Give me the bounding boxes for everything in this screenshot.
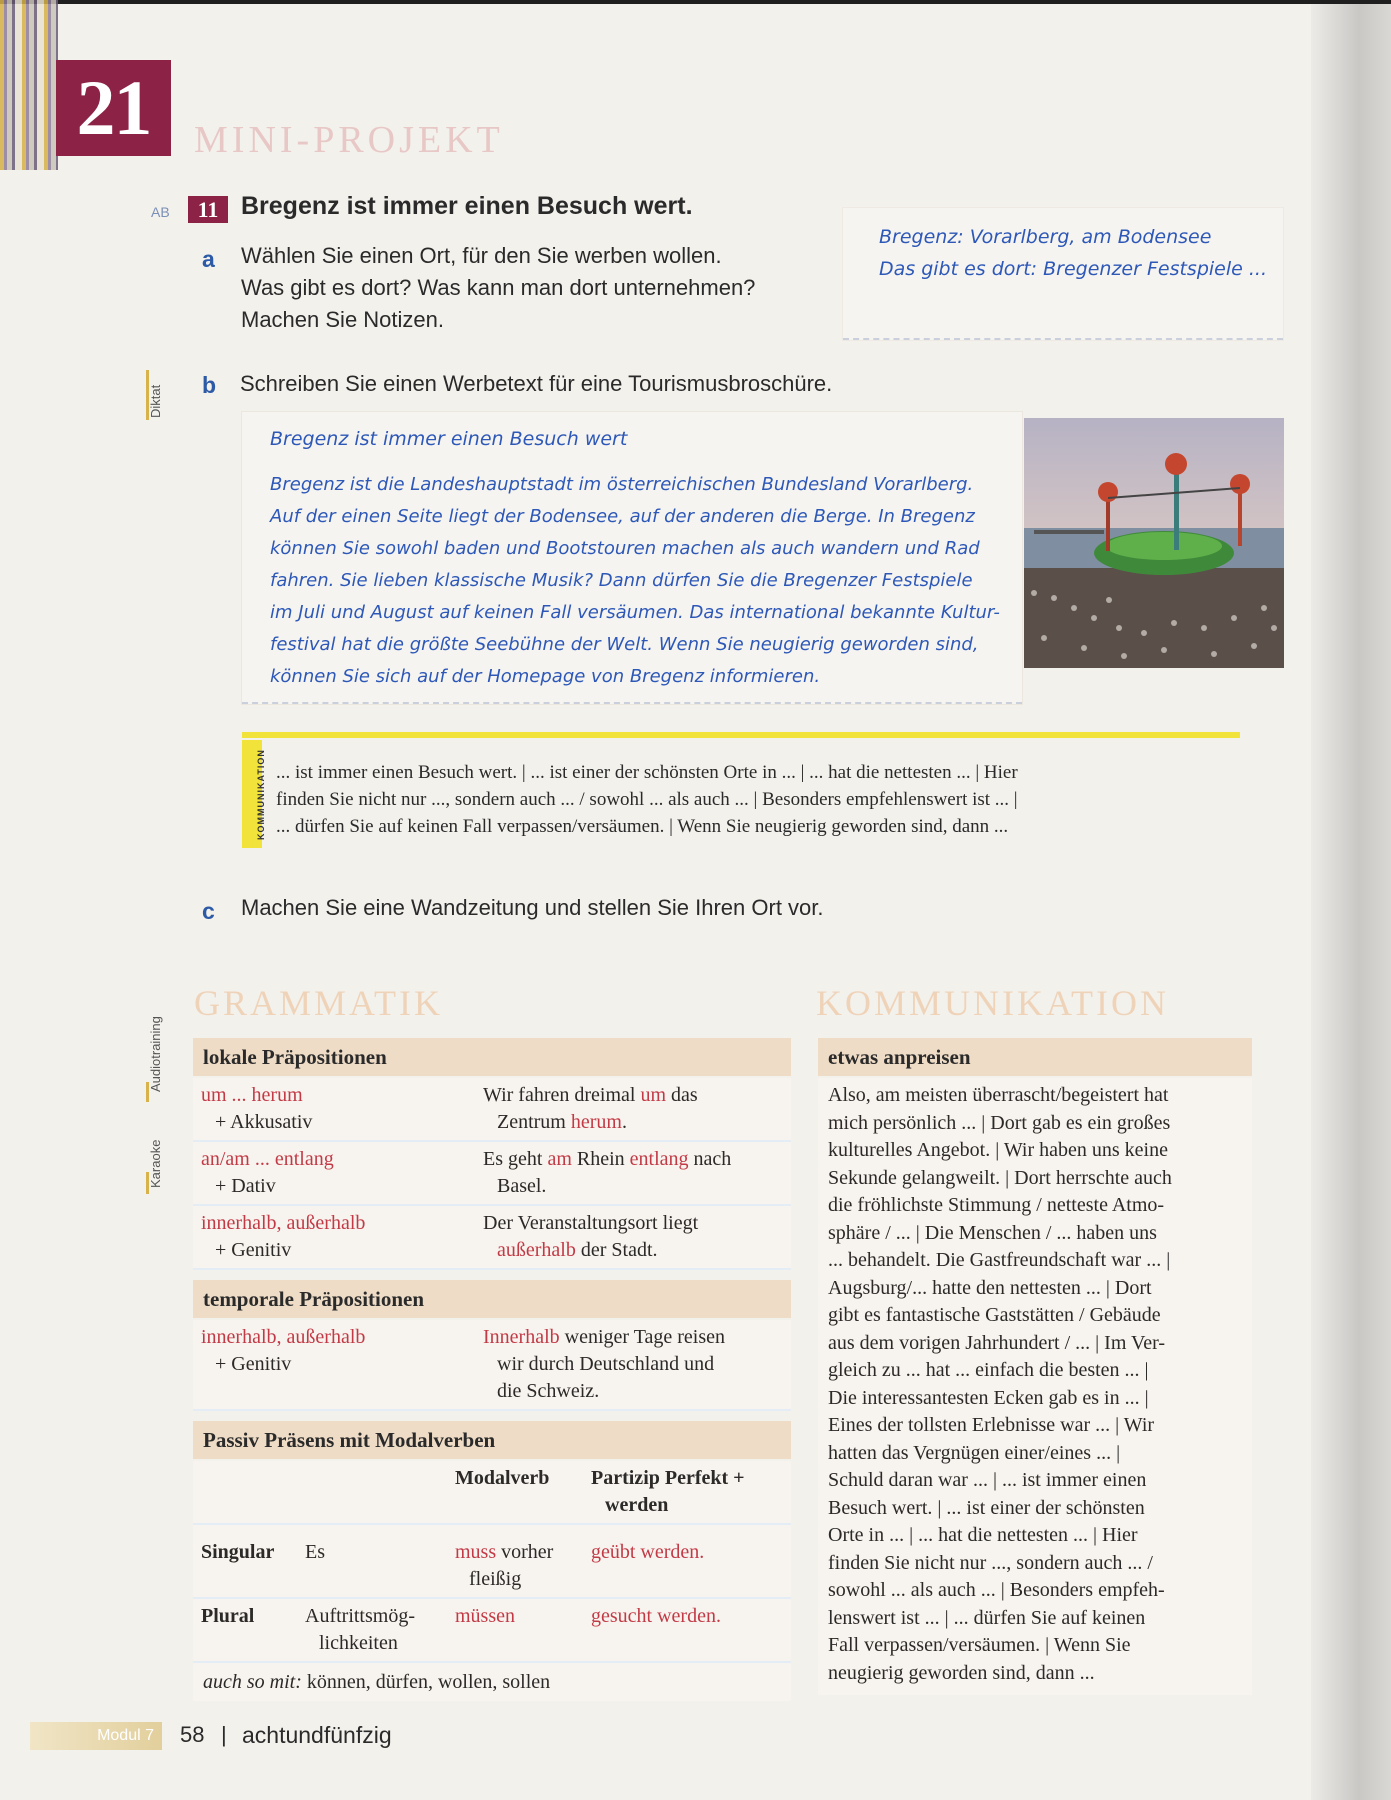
example-text: der Stadt. [575,1239,658,1261]
binding-strip [0,0,58,170]
diktat-tag: Diktat [148,384,163,418]
phrase-line: sphäre / ... | Die Menschen / ... haben uns [828,1221,1157,1244]
phrase-line: ... dürfen Sie auf keinen Fall verpassen/versäumen. | Wenn Sie neugierig geworden sind, dann ... [276,816,1009,837]
phrase-line: Schuld daran war ... | ... ist immer einen [828,1469,1147,1491]
phrase-line: finden Sie nicht nur ..., sondern auch ... / [828,1551,1153,1574]
partizip-cell: gesucht werden. [583,1599,791,1663]
section-title: MINI-PROJEKT [194,119,504,161]
phrase-line: Eines der tollsten Erlebnisse war ... | Wir [828,1414,1155,1436]
phrase-line: sowohl ... als auch ... | Besonders empfeh- [828,1579,1165,1601]
case: + Akkusativ [215,1111,313,1133]
phrase-line: kulturelles Angebot. | Wir haben uns keine [828,1139,1168,1161]
example-text: wir durch Deutschland und [497,1353,715,1375]
phrase-line: lenswert ist ... | ... dürfen Sie auf keinen [828,1606,1146,1629]
phrase-line: Augsburg/... hatte den nettesten ... | Dort [828,1276,1152,1299]
modal-cell: müssen [447,1599,583,1663]
example-text: das [666,1084,698,1106]
task-a-line: Was gibt es dort? Was kann man dort unternehmen? [241,275,756,300]
phrase-line: ... behandelt. Die Gastfreundschaft war ... | [828,1249,1171,1271]
subject-line: lichkeiten [319,1632,398,1654]
phrase-line: gleich zu ... hat ... einfach die besten ... | [828,1359,1149,1381]
handwritten-line: Bregenz ist die Landeshauptstadt im österreichischen Bundesland Vorarlberg. [270,474,974,495]
row-label-singular: Singular [193,1525,297,1599]
example-text: Zentrum [497,1111,571,1133]
kommunikation-phrase-box [242,732,1242,850]
note-line: Das gibt es dort: Bregenzer Festspiele ... [879,258,1267,280]
task-a-text [241,240,755,336]
case: + Genitiv [215,1353,292,1375]
table-row [193,1206,791,1270]
phrase-line: mich persönlich ... | Dort gab es ein großes [828,1111,1171,1134]
example-text: Es geht [483,1148,548,1170]
partizip-cell: geübt werden. [583,1525,791,1599]
phrase-line: gibt es fantastische Gaststätten / Gebäude [828,1304,1161,1326]
phrase-line: Orte in ... | ... hat die nettesten ... | Hier [828,1524,1138,1546]
example-highlight: am [547,1148,572,1170]
modul-tab: Modul 7 [30,1722,162,1750]
example-highlight: entlang [629,1148,689,1170]
table-row [193,1320,791,1411]
empty-cell [193,1461,297,1525]
kommunikation-heading: KOMMUNIKATION [816,983,1169,1023]
passiv-table [193,1461,791,1663]
example-text: vorher [496,1541,554,1563]
col-partizip-line: Partizip Perfekt + [591,1467,745,1489]
example-text: nach [688,1148,732,1170]
ab-reference: AB [151,204,170,220]
also-label: auch so mit: [203,1671,302,1693]
handwritten-line: fahren. Sie lieben klassische Musik? Dann dürfen Sie die Bregenzer Festspiele [270,570,973,591]
handwritten-text-card [242,412,1022,704]
case: + Genitiv [215,1239,292,1261]
example-highlight: muss [455,1541,497,1563]
grammatik-heading: GRAMMATIK [194,983,444,1023]
task-c-text: Machen Sie eine Wandzeitung und stellen Sie Ihren Ort vor. [241,895,824,920]
preposition: innerhalb, außerhalb [201,1326,366,1348]
example-text: Rhein [571,1148,630,1170]
page-number-word: achtundfünfzig [242,1722,392,1748]
page-number: 58 [180,1722,205,1747]
phrase-line: Also, am meisten überrascht/begeistert hat [828,1084,1169,1106]
exercise-number: 11 [188,196,228,223]
preposition: an/am ... entlang [201,1148,334,1170]
page-separator: | [221,1722,227,1747]
col-partizip [583,1461,791,1525]
also-with-note [193,1663,791,1701]
karaoke-tag: Karaoke [148,1139,163,1188]
preposition: um ... herum [201,1084,303,1106]
case: + Dativ [215,1175,276,1197]
phrase-line: finden Sie nicht nur ..., sondern auch ... / sowohl ... als auch ... | Besonders empfehlenswert ist ... | [276,789,1018,810]
example-text: Wir fahren dreimal [483,1084,641,1106]
table-row [193,1078,791,1142]
example-text: Basel. [497,1175,547,1197]
phrase-line: Die interessantesten Ecken gab es in ... | [828,1386,1149,1409]
note-line: Bregenz: Vorarlberg, am Bodensee [879,226,1212,248]
handwritten-line: können Sie sich auf der Homepage von Bregenz informieren. [270,666,821,687]
empty-cell [297,1461,447,1525]
lokal-heading: lokale Präpositionen [193,1038,791,1076]
passiv-heading: Passiv Präsens mit Modalverben [193,1421,791,1459]
handwritten-line: Auf der einen Seite liegt der Bodensee, auf der anderen die Berge. In Bregenz [270,506,975,527]
example-highlight: außerhalb [497,1239,576,1261]
phrase-line: Besuch wert. | ... ist einer der schönsten [828,1496,1145,1519]
subject-line: Auftrittsmög- [305,1605,415,1627]
lake-stage-illustration [1024,418,1284,668]
also-list: können, dürfen, wollen, sollen [301,1671,551,1693]
example-text: fleißig [469,1568,522,1590]
phrase-line: Fall verpassen/versäumen. | Wenn Sie [828,1634,1131,1656]
task-b-text: Schreiben Sie einen Werbetext für eine Tourismusbroschüre. [240,371,833,396]
phrase-line: hatten das Vergnügen einer/eines ... | [828,1441,1121,1464]
subject: Es [297,1525,447,1599]
task-c-letter: c [202,898,215,924]
task-a-line: Wählen Sie einen Ort, für den Sie werben wollen. [241,243,722,268]
subject [297,1599,447,1663]
kommunikation-body [818,1078,1252,1695]
col-modalverb: Modalverb [447,1461,583,1525]
phrase-line: die fröhlichste Stimmung / netteste Atmo- [828,1194,1165,1216]
kommunikation-vertical-label: KOMMUNIKATION [256,749,266,840]
phrase-line: ... ist immer einen Besuch wert. | ... ist einer der schönsten Orte in ... | ... hat die nettesten ... | Hier [276,762,1018,783]
grammatik-table [193,1038,791,1701]
handwritten-line: festival hat die größte Seebühne der Welt. Wenn Sie neugierig geworden sind, [270,634,979,655]
handwritten-line: können Sie sowohl baden und Bootstouren machen als auch wandern und Rad [270,538,980,559]
modal-cell [447,1525,583,1599]
festival-stage-photo [1024,418,1284,668]
kommunikation-panel [818,1038,1252,1695]
col-partizip-line: werden [605,1494,669,1516]
example-text: weniger Tage reisen [559,1326,726,1348]
top-rule [0,0,1391,4]
phrase-line: neugierig geworden sind, dann ... [828,1661,1095,1684]
temporal-heading: temporale Präpositionen [193,1280,791,1318]
yellow-top-rule [242,732,1240,738]
preposition: innerhalb, außerhalb [201,1212,366,1234]
audiotraining-tag: Audiotraining [148,1016,163,1092]
handwritten-line: im Juli und August auf keinen Fall versäumen. Das international bekannte Kultur- [270,602,1000,623]
chapter-number: 21 [56,60,171,156]
phrase-line: Sekunde gelangweilt. | Dort herrschte auch [828,1166,1172,1189]
phrase-line: aus dem vorigen Jahrhundert / ... | Im Ver- [828,1331,1166,1354]
notes-card [843,208,1283,340]
handwritten-title: Bregenz ist immer einen Besuch wert [270,428,628,450]
example-highlight: um [640,1084,667,1106]
task-a-letter: a [202,246,215,272]
page-edge-shadow [1311,0,1391,1800]
example-highlight: Innerhalb [483,1326,560,1348]
example-text: die Schweiz. [497,1380,600,1402]
example-text: . [621,1111,627,1133]
example-highlight: herum [570,1111,622,1133]
table-row [193,1142,791,1206]
task-a-line: Machen Sie Notizen. [241,307,444,332]
row-label-plural: Plural [193,1599,297,1663]
anpreisen-heading: etwas anpreisen [818,1038,1252,1076]
exercise-title: Bregenz ist immer einen Besuch wert. [241,192,693,220]
example-text: Der Veranstaltungsort liegt [483,1212,699,1234]
task-b-letter: b [202,372,217,398]
